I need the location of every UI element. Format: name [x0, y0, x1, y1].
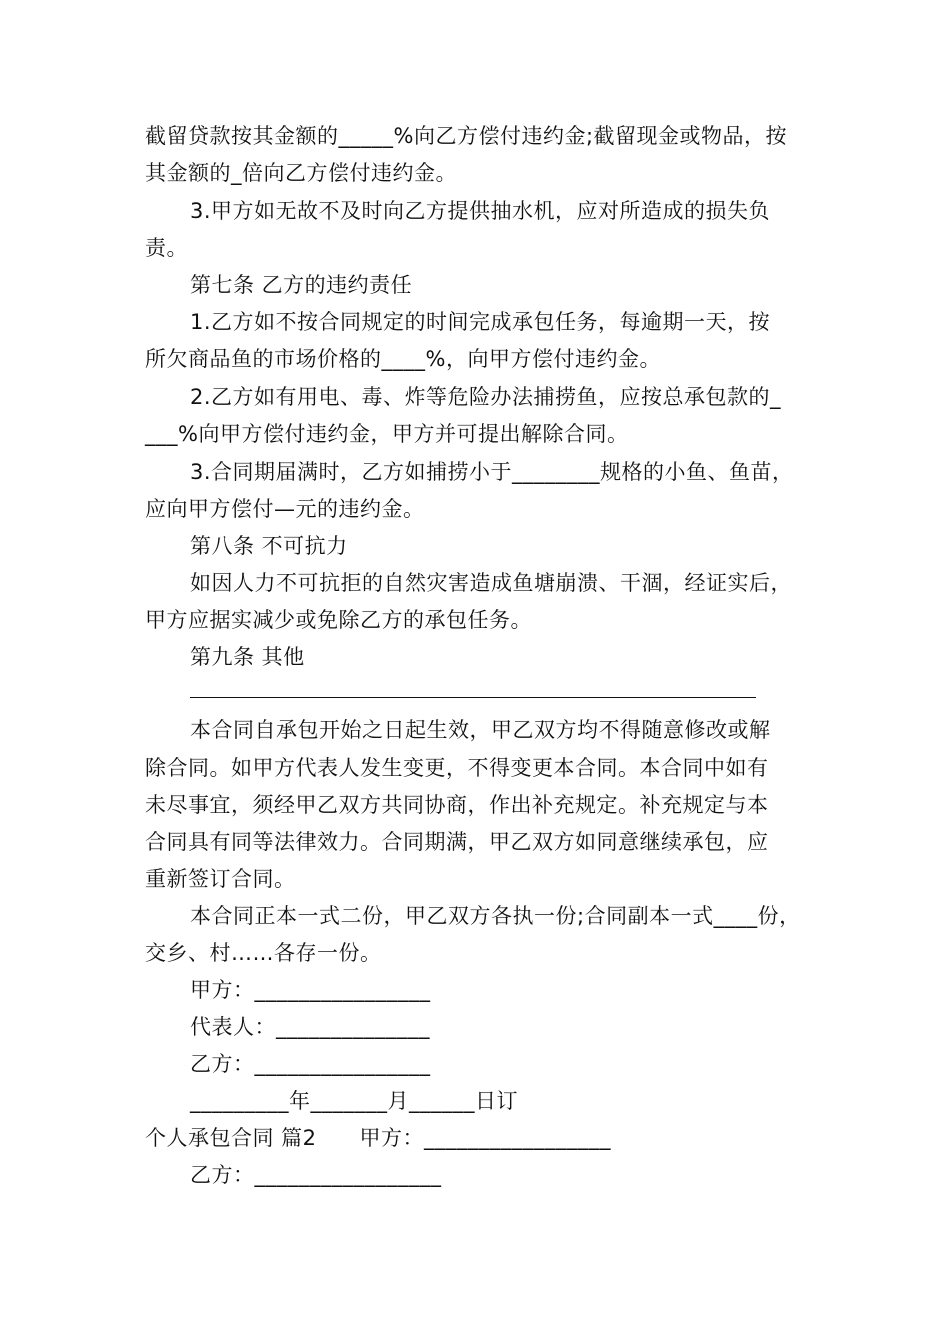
next-contract-heading: 个人承包合同 篇2 甲方：_________________: [145, 1126, 612, 1150]
paragraph-line: 应向甲方偿付—元的违约金。: [145, 497, 425, 521]
paragraph-line: 合同具有同等法律效力。合同期满，甲乙双方如同意继续承包，应: [145, 830, 769, 854]
blank-fill-line: [190, 697, 756, 698]
paragraph-line: 重新签订合同。: [145, 867, 296, 891]
signature-representative: 代表人：______________: [190, 1015, 430, 1039]
paragraph-line: 3.合同期届满时，乙方如捕捞小于________规格的小鱼、鱼苗，: [190, 460, 794, 484]
signature-date: _________年_______月______日订: [190, 1089, 518, 1113]
paragraph-line: 其金额的_倍向乙方偿付违约金。: [145, 161, 457, 185]
paragraph-line: 本合同正本一式二份，甲乙双方各执一份;合同副本一式____份，: [190, 904, 801, 928]
paragraph-line: 截留贷款按其金额的_____%向乙方偿付违约金;截留现金或物品，按: [145, 124, 788, 148]
section-heading: 第九条 其他: [190, 645, 305, 669]
paragraph-line: 所欠商品鱼的市场价格的____%，向甲方偿付违约金。: [145, 347, 661, 371]
paragraph-line: 交乡、村……各存一份。: [145, 941, 382, 965]
paragraph-line: 除合同。如甲方代表人发生变更，不得变更本合同。本合同中如有: [145, 756, 769, 780]
section-heading: 第八条 不可抗力: [190, 534, 348, 558]
paragraph-line: 如因人力不可抗拒的自然灾害造成鱼塘崩溃、干涸，经证实后，: [190, 571, 792, 595]
signature-party-b: 乙方：________________: [190, 1052, 431, 1076]
paragraph-line: 责。: [145, 236, 188, 260]
paragraph-line: 2.乙方如有用电、毒、炸等危险办法捕捞鱼，应按总承包款的_: [190, 385, 782, 409]
paragraph-line: 本合同自承包开始之日起生效，甲乙双方均不得随意修改或解: [190, 718, 771, 742]
paragraph-line: 未尽事宜，须经甲乙双方共同协商，作出补充规定。补充规定与本: [145, 793, 769, 817]
paragraph-line: 1.乙方如不按合同规定的时间完成承包任务，每逾期一天，按: [190, 310, 771, 334]
signature-party-b: 乙方：_________________: [190, 1163, 442, 1187]
signature-party-a: 甲方：________________: [190, 978, 431, 1002]
paragraph-line: 3.甲方如无故不及时向乙方提供抽水机，应对所造成的损失负: [190, 199, 771, 223]
section-heading: 第七条 乙方的违约责任: [190, 273, 413, 297]
paragraph-line: ___%向甲方偿付违约金，甲方并可提出解除合同。: [145, 422, 629, 446]
paragraph-line: 甲方应据实减少或免除乙方的承包任务。: [145, 608, 532, 632]
